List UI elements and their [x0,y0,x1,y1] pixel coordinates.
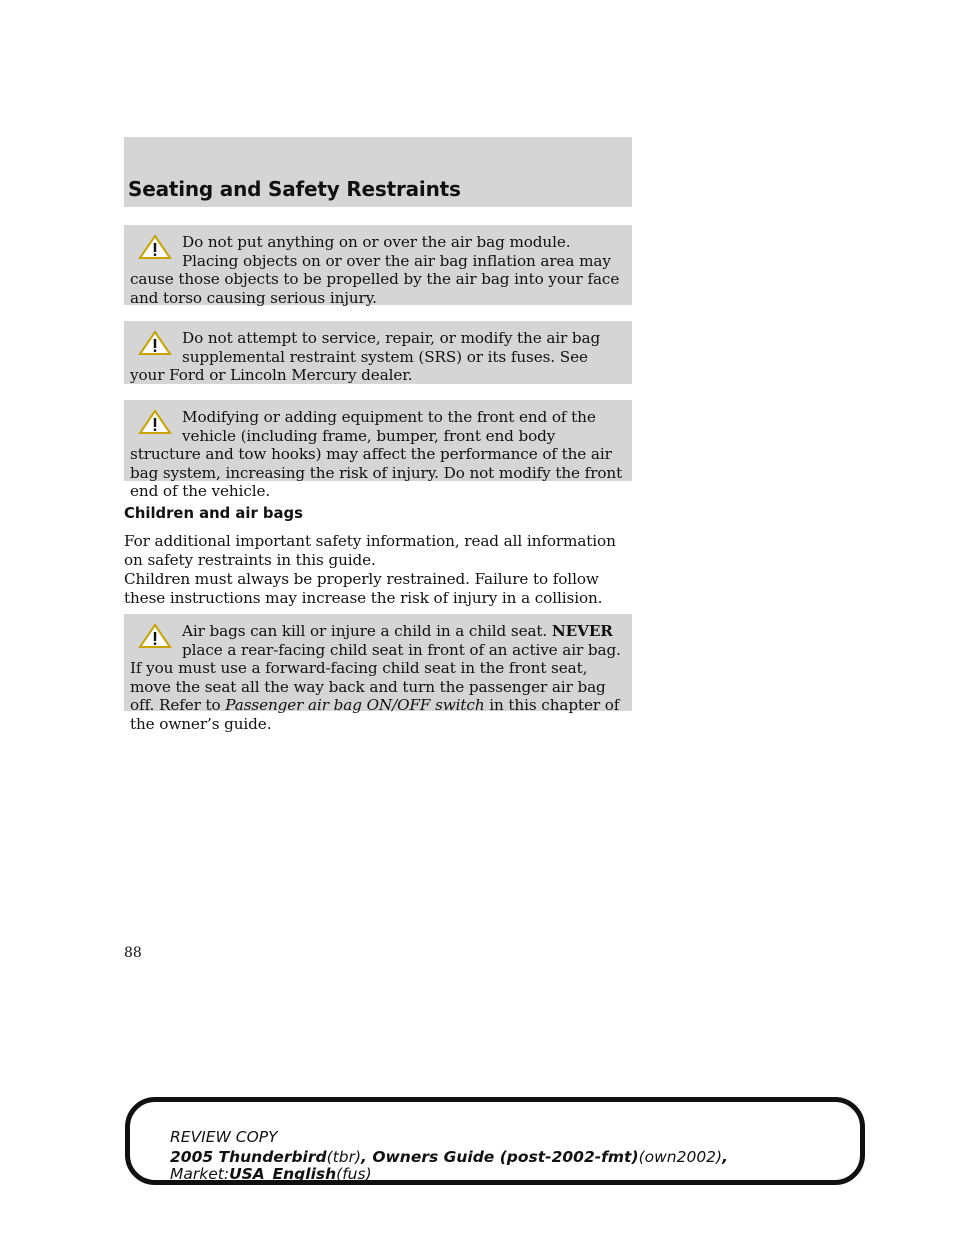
body-paragraph: Children must always be properly restrained. Failure to follow these instructions may increase the risk of injury in a collision. [124,570,603,607]
separator: , [361,1148,373,1166]
warning-text-part: in this chapter of the owner’s guide. [130,696,620,733]
market-label: Market: [170,1165,230,1183]
section-title: Seating and Safety Restraints [128,177,461,201]
section-header-band [124,137,632,207]
cross-reference: Passenger air bag ON/OFF switch [225,696,485,715]
model-code: (tbr) [326,1148,362,1166]
review-label: REVIEW COPY [170,1128,278,1146]
warning-text-part: Air bags can kill or injure a child in a child seat. [182,622,552,640]
warning-text-part: place a rear-facing child seat in front of an active air bag. If you must use a forward-facing child seat in the front seat, move the seat all the way back and turn the passenger air bag off. Refer to [130,640,621,715]
warning-box [124,614,632,733]
review-footer [125,1097,865,1185]
body-paragraph: For additional important safety information, read all information on safety restraints in this guide. [124,532,616,569]
section-heading: Children and air bags [124,505,303,522]
warning-text: Do not attempt to service, repair, or modify the air bag supplemental restraint system (SRS) or its fuses. See your Ford or Lincoln Mercury dealer. [130,329,601,385]
warning-triangle-icon [138,623,172,649]
warning-text [130,622,624,734]
warning-triangle-icon [138,330,172,356]
warning-box [124,400,632,501]
warning-text: Do not put anything on or over the air bag module. Placing objects on or over the air bag inflation area may cause those objects to be propelled by the air bag into your face and torso causing serious injury. [130,233,620,307]
market-line [170,1165,372,1183]
warning-triangle-icon [138,409,172,435]
warning-box [124,321,632,384]
warning-triangle-icon [138,234,172,260]
document-info-line [170,1148,728,1166]
guide-name: Owners Guide (post-2002-fmt) [372,1148,639,1166]
market-value: USA_English [229,1165,337,1183]
warning-text: Modifying or adding equipment to the front end of the vehicle (including frame, bumper, front end body structure and tow hooks) may affect the performance of the air bag system, increasing the risk of injury. Do not modify the front end of the vehicle. [130,408,623,501]
separator: , [722,1148,728,1166]
page-number: 88 [124,945,142,961]
market-code: (fus) [336,1165,372,1183]
guide-code: (own2002) [638,1148,723,1166]
warning-emphasis: NEVER [551,622,613,640]
warning-box [124,225,632,305]
model-name: 2005 Thunderbird [170,1148,327,1166]
